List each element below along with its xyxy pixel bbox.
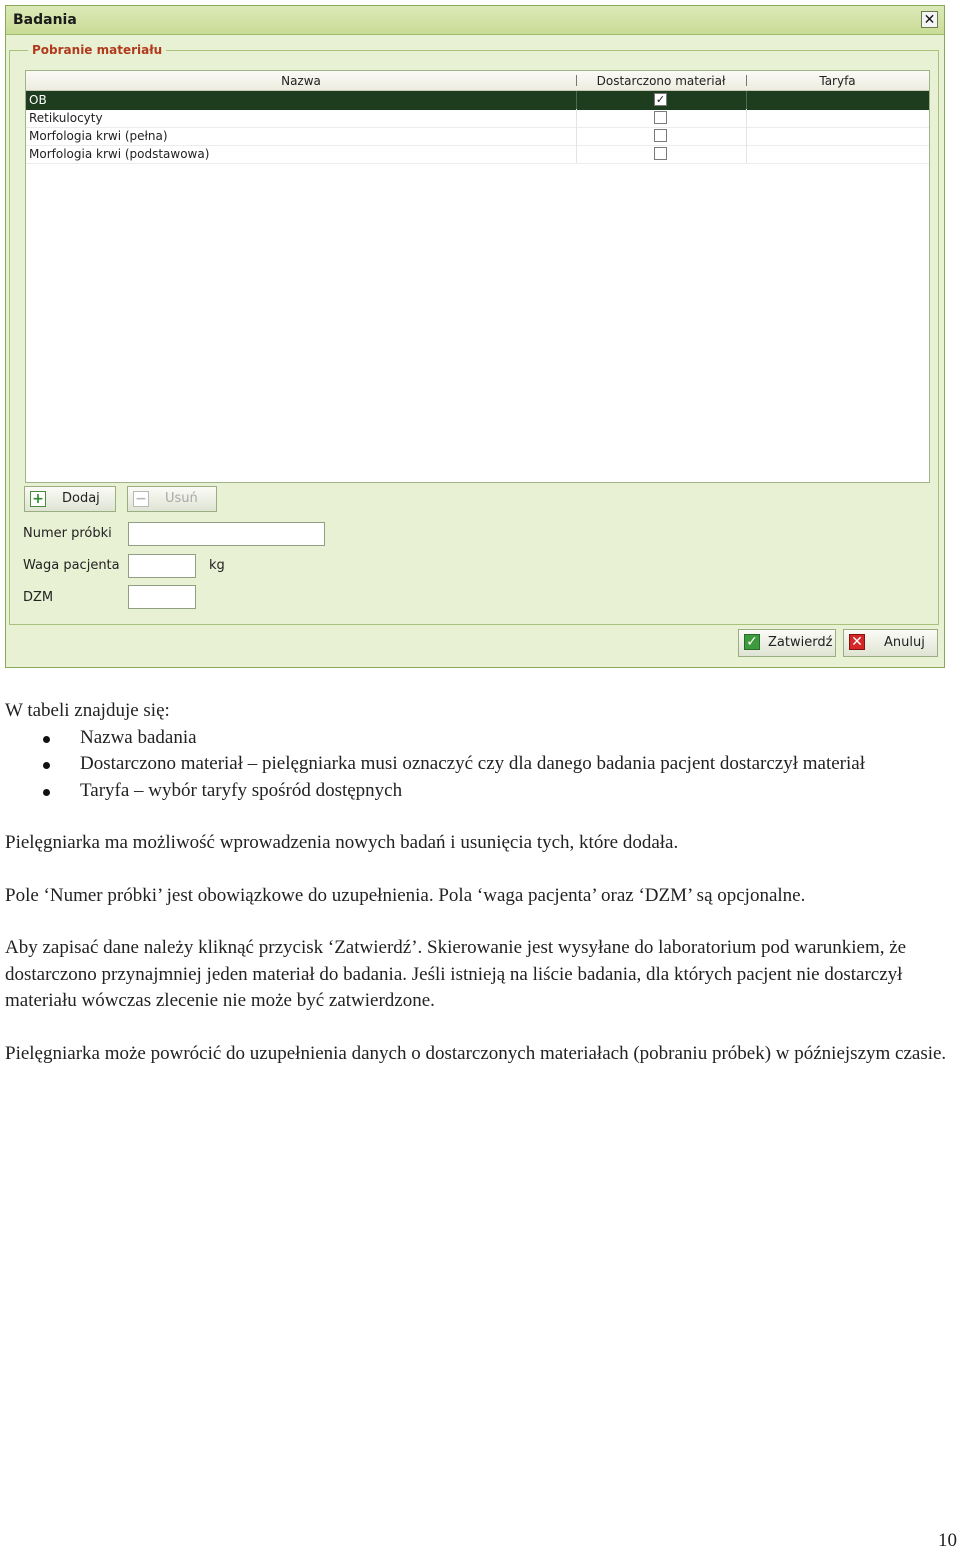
patient-weight-input[interactable] xyxy=(128,554,196,578)
weight-unit: kg xyxy=(209,558,225,573)
sample-number-input[interactable] xyxy=(128,522,325,546)
bullet-text: Taryfa – wybór taryfy spośród dostępnych xyxy=(80,779,403,801)
delivered-checkbox[interactable] xyxy=(654,111,667,124)
cell-divider xyxy=(746,91,747,109)
test-name-cell: Morfologia krwi (podstawowa) xyxy=(29,147,210,161)
cancel-button[interactable] xyxy=(843,629,938,657)
delivered-checkbox[interactable] xyxy=(654,129,667,142)
paragraph: Aby zapisać dane należy kliknąć przycisk ‘Zatwierdź’. Skierowanie jest wysyłane do laboratorium pod warunkiem, że dostarczono przynajmniej jeden materiał do badania. Jeśli istnieją na liście badania, dla których pacjent nie dostarczył materiału wówczas zlecenie nie może być zatwierdzone. xyxy=(5,937,907,1011)
column-header-delivered[interactable]: Dostarczono materiał xyxy=(596,74,726,88)
fieldset-legend: Pobranie materiału xyxy=(28,43,166,57)
add-button[interactable] xyxy=(24,486,116,512)
bullet-text: Nazwa badania xyxy=(80,726,197,748)
plus-icon: + xyxy=(30,491,46,507)
dzm-input[interactable] xyxy=(128,585,196,609)
table-row[interactable] xyxy=(26,127,929,146)
bullet-dot-icon xyxy=(43,762,50,769)
confirm-button-label: Zatwierdź xyxy=(768,635,833,650)
bullet-list xyxy=(5,725,955,805)
tests-grid xyxy=(25,70,930,483)
column-header-name[interactable]: Nazwa xyxy=(281,74,321,88)
bullet-text: Dostarczono materiał – pielęgniarka musi oznaczyć czy dla danego badania pacjent dostarczył materiał xyxy=(80,753,865,774)
paragraph: Pielęgniarka ma możliwość wprowadzenia nowych badań i usunięcia tych, które dodała. xyxy=(5,832,679,853)
remove-button-label: Usuń xyxy=(165,491,198,506)
badania-dialog xyxy=(5,5,945,668)
cancel-button-label: Anuluj xyxy=(884,635,925,650)
delivered-checkbox[interactable] xyxy=(654,147,667,160)
dialog-titlebar xyxy=(6,6,944,35)
table-row[interactable] xyxy=(26,109,929,128)
cancel-x-icon: ✕ xyxy=(849,634,865,650)
bullet-dot-icon xyxy=(43,789,50,796)
remove-button[interactable] xyxy=(127,486,217,512)
test-name-cell: OB xyxy=(29,93,47,107)
minus-icon: − xyxy=(133,491,149,507)
checkmark-icon: ✓ xyxy=(744,634,760,650)
cell-divider xyxy=(576,145,577,163)
paragraph: Pole ‘Numer próbki’ jest obowiązkowe do uzupełnienia. Pola ‘waga pacjenta’ oraz ‘DZM’ są opcjonalne. xyxy=(5,884,806,906)
dzm-label: DZM xyxy=(23,590,54,605)
cell-divider xyxy=(746,127,747,145)
grid-header xyxy=(26,71,929,91)
confirm-button[interactable] xyxy=(738,629,836,657)
close-icon: ✕ xyxy=(923,12,936,28)
table-row[interactable] xyxy=(26,91,929,110)
bullet-item xyxy=(5,778,955,805)
cell-divider xyxy=(576,109,577,127)
table-row[interactable] xyxy=(26,145,929,164)
test-name-cell: Retikulocyty xyxy=(29,111,103,125)
cell-divider xyxy=(576,91,577,109)
paragraph: Pielęgniarka może powrócić do uzupełnienia danych o dostarczonych materiałach (pobraniu próbek) w późniejszym czasie. xyxy=(5,1042,947,1064)
cell-divider xyxy=(746,109,747,127)
bullet-dot-icon xyxy=(43,736,50,743)
bullet-item xyxy=(5,725,955,752)
dialog-title: Badania xyxy=(13,12,77,28)
delivered-checkbox[interactable]: ✓ xyxy=(655,93,666,106)
add-button-label: Dodaj xyxy=(62,491,100,506)
bullet-item xyxy=(5,751,955,778)
document-body xyxy=(5,698,955,1067)
cell-divider xyxy=(746,145,747,163)
intro-text: W tabeli znajduje się: xyxy=(5,700,170,721)
close-button[interactable] xyxy=(921,11,938,28)
column-header-tariff[interactable]: Taryfa xyxy=(819,74,856,88)
patient-weight-label: Waga pacjenta xyxy=(23,558,120,573)
test-name-cell: Morfologia krwi (pełna) xyxy=(29,129,168,143)
sample-number-label: Numer próbki xyxy=(23,526,112,541)
cell-divider xyxy=(576,127,577,145)
page-number: 10 xyxy=(938,1530,957,1551)
